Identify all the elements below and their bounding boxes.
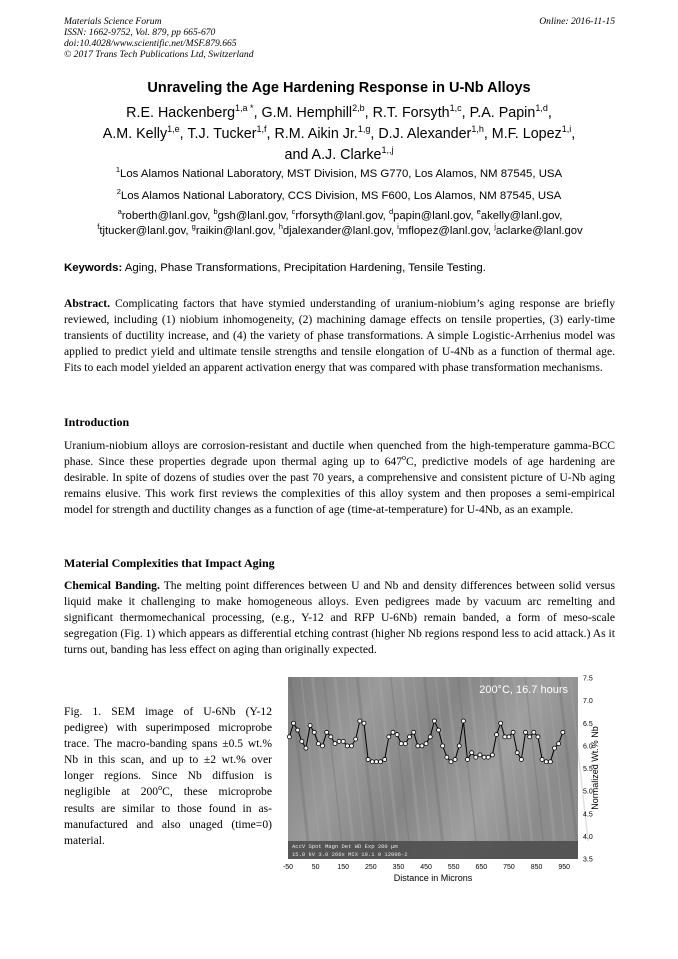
figure-1 — [280, 675, 600, 885]
trace-point — [524, 730, 528, 734]
author: R.T. Forsyth$^{1,c}$ — [372, 103, 462, 121]
trace-point — [358, 719, 362, 723]
trace-point — [499, 721, 503, 725]
trace-point — [354, 737, 358, 741]
trace-point — [287, 735, 291, 739]
trace-point — [366, 757, 370, 761]
trace-point — [561, 730, 565, 734]
sem-info-text: 15.0 kV 3.0 266x MIX 19.1 0 12006-2 — [292, 851, 408, 858]
trace-point — [511, 730, 515, 734]
y-axis-label: Normalized Wt.% Nb — [590, 726, 600, 810]
trace-point — [515, 751, 519, 755]
abstract: Abstract. Complicating factors that have stymied understanding of uranium-niobium’s aging response are briefly reviewed, including (1) niobium inhomogeneity, (2) machining damage effects on tensile properties, (3) early-time transients of ductility increase, and (4) the variety of phase transformations. A simple Logistic-Arrhenius model was applied to predict yield and ultimate tensile strengths and tensile elongation of U-4Nb as a function of thermal age. Fits to each model yielded an apparent activation energy that was compared with phase transformation mechanisms. — [64, 297, 616, 374]
trace-point — [391, 730, 395, 734]
y-tick-label: 5.0 — [583, 788, 593, 796]
author: D.J. Alexander$^{1,h}$ — [378, 124, 484, 142]
trace-point — [329, 735, 333, 739]
author: R.E. Hackenberg$^{1,a *}$ — [126, 103, 254, 121]
trace-point — [292, 721, 296, 725]
trace-point — [345, 744, 349, 748]
journal-issn: ISSN: 1662-9752, Vol. 879, pp 665-670 — [64, 27, 216, 38]
trace-point — [470, 751, 474, 755]
author-list: R.E. Hackenberg$^{1,a *}$, G.M. Hemphill$^{2,b}$, R.T. Forsyth$^{1,c}$, P.A. Papin$^{1,d}$, A.M. Kelly$^{1,e}$, T.J. Tucker$^{1,f}$, R.M. Aikin Jr.$^{1,g}$, D.J. Alexander$^{1,h}$, M.F. Lopez$^{1,i}$, and A.J. Clarke$^{1,,j}$ — [102, 103, 576, 163]
y-tick-label: 6.5 — [583, 720, 593, 728]
trace-point — [420, 744, 424, 748]
x-tick-label: 950 — [558, 864, 571, 871]
x-tick-label: 650 — [475, 864, 488, 871]
trace-point — [428, 735, 432, 739]
journal-doi: doi:10.4028/www.scientific.net/MSF.879.665 — [64, 38, 237, 49]
trace-point — [553, 746, 557, 750]
trace-point — [557, 742, 561, 746]
affiliation-2: $^2$Los Alamos National Laboratory, CCS Division, MS F600, Los Alamos, NM 87545, USA — [116, 187, 562, 202]
trace-point — [333, 742, 337, 746]
x-tick-label: 150 — [337, 864, 350, 871]
sem-info-text: AccV Spot Magn Det WD Exp 200 µm — [292, 843, 398, 850]
trace-point — [341, 739, 345, 743]
trace-point — [412, 730, 416, 734]
figure-caption: Fig. 1. SEM image of U-6Nb (Y-12 pedigree) with superimposed microprobe trace. The macro-banding spans ±0.5 wt.% Nb in this scan, and up to ±2 wt.% over longer regions. Since Nb diffusion is negligible at 200$^o$C, these microprobe results are similar to those found in as-manufactured and also unaged (time=0) material. — [64, 705, 272, 847]
trace-point — [478, 753, 482, 757]
y-tick-label: 7.5 — [583, 675, 593, 683]
email[interactable]: $^j$aclarke@lanl.gov — [494, 222, 583, 237]
x-tick-label: 250 — [365, 864, 377, 871]
email[interactable]: $^g$raikin@lanl.gov — [191, 222, 273, 237]
author: T.J. Tucker$^{1,f}$ — [187, 124, 267, 142]
trace-point — [536, 735, 540, 739]
trace-point — [507, 735, 511, 739]
x-axis-label: Distance in Microns — [393, 873, 473, 883]
section-heading: Introduction — [64, 415, 130, 429]
y-tick-label: 5.5 — [583, 766, 593, 773]
author: G.M. Hemphill$^{2,b}$ — [261, 103, 365, 121]
journal-name: Materials Science Forum — [64, 16, 162, 27]
trace-point — [486, 755, 490, 759]
email[interactable]: $^e$akelly@lanl.gov — [476, 207, 560, 222]
x-tick-label: 350 — [392, 864, 405, 871]
email[interactable]: $^h$djalexander@lanl.gov — [278, 222, 391, 237]
trace-point — [387, 735, 391, 739]
author: R.M. Aikin Jr.$^{1,g}$ — [274, 124, 371, 142]
trace-point — [374, 760, 378, 764]
trace-point — [445, 755, 449, 759]
email-list: $^a$roberth@lanl.gov, $^b$gsh@lanl.gov, $^c$rforsyth@lanl.gov, $^d$papin@lanl.gov, $^e$akelly@lanl.gov, $^f$tjtucker@lanl.gov, $^g$raikin@lanl.gov, $^h$djalexander@lanl.gov, $^i$mflopez@lanl.gov, $^j$aclarke@lanl.gov — [97, 207, 583, 237]
trace-point — [379, 760, 383, 764]
y-tick-label: 3.5 — [583, 856, 593, 864]
x-tick-label: 750 — [503, 864, 515, 871]
trace-point — [544, 760, 548, 764]
author: M.F. Lopez$^{1,i}$ — [491, 124, 572, 142]
section-heading: Material Complexities that Impact Aging — [64, 556, 275, 570]
trace-point — [370, 760, 374, 764]
trace-point — [441, 744, 445, 748]
trace-point — [466, 757, 470, 761]
x-tick-label: 50 — [311, 864, 320, 871]
paper-title: Unraveling the Age Hardening Response in U-Nb Alloys — [147, 80, 531, 96]
trace-point — [395, 733, 399, 737]
online-date: Online: 2016-11-15 — [539, 16, 615, 27]
y-tick-label: 6.0 — [583, 743, 593, 751]
trace-point — [325, 730, 329, 734]
trace-point — [503, 735, 507, 739]
trace-point — [453, 757, 457, 761]
email[interactable]: $^c$rforsyth@lanl.gov — [291, 207, 383, 222]
trace-point — [312, 730, 316, 734]
introduction-text: Uranium-niobium alloys are corrosion-resistant and ductile when quenched from the high-temperature gamma-BCC phase. Since these properties degrade upon thermal aging up to 647$^o$C, predictive models of age hardening are desirable. In spite of dozens of studies over the past 70 years, a comprehensive and consistent picture of U-Nb aging remains elusive. This work first reviews the complexities of this alloy system and then proposes a semi-empirical model for strength and ductility changes as a function of age (time-at-temperature) for U-4Nb, as an example. — [64, 439, 616, 516]
journal-info — [64, 16, 254, 60]
email[interactable]: $^b$gsh@lanl.gov — [213, 207, 286, 222]
x-tick-label: 850 — [530, 864, 543, 871]
trace-point — [350, 744, 354, 748]
y-tick-label: 7.0 — [583, 698, 593, 706]
trace-point — [461, 719, 465, 723]
trace-point — [449, 760, 453, 764]
trace-point — [408, 735, 412, 739]
trace-point — [403, 742, 407, 746]
trace-point — [548, 760, 552, 764]
trace-point — [482, 755, 486, 759]
trace-point — [321, 744, 325, 748]
x-tick-label: -50 — [282, 864, 294, 871]
trace-point — [528, 735, 532, 739]
email[interactable]: $^a$roberth@lanl.gov — [117, 207, 208, 222]
x-tick-label: 450 — [420, 864, 432, 871]
trace-point — [337, 739, 341, 743]
trace-point — [474, 755, 478, 759]
keywords: Keywords: Aging, Phase Transformations, Precipitation Hardening, Tensile Testing. — [64, 262, 486, 274]
figure-overlay-label: 200°C, 16.7 hours — [479, 684, 568, 696]
trace-point — [490, 753, 494, 757]
trace-point — [495, 733, 499, 737]
chemical-banding-text: Chemical Banding. The melting point differences between U and Nb and density differences between solid versus liquid make it challenging to make homogeneous alloys. Even pedigrees made by vacuum arc remelting and significant thermomechanical processing, (e.g., Y-12 and RFP U-6Nb) remain banded, a form of meso-scale segregation (Fig. 1) which appears as differential etching contrast (higher Nb regions respond less to acid attack.) As it turns out, banding has less effect on aging than originally expected. — [64, 579, 615, 656]
trace-point — [362, 721, 366, 725]
affiliation-1: $^1$Los Alamos National Laboratory, MST Division, MS G770, Los Alamos, NM 87545, USA — [115, 165, 563, 180]
trace-point — [308, 724, 312, 728]
trace-point — [437, 728, 441, 732]
author: A.M. Kelly$^{1,e}$ — [102, 124, 180, 142]
trace-point — [383, 757, 387, 761]
trace-point — [399, 742, 403, 746]
trace-point — [424, 742, 428, 746]
x-axis-ticks — [283, 864, 570, 871]
trace-point — [457, 744, 461, 748]
trace-point — [532, 730, 536, 734]
trace-point — [316, 742, 320, 746]
y-tick-label: 4.5 — [583, 811, 593, 819]
trace-point — [432, 719, 436, 723]
x-tick-label: 550 — [447, 864, 460, 871]
trace-point — [296, 728, 300, 732]
trace-point — [304, 746, 308, 750]
author: P.A. Papin$^{1,d}$ — [469, 103, 548, 121]
email[interactable]: $^f$tjtucker@lanl.gov — [97, 222, 186, 237]
email[interactable]: $^d$papin@lanl.gov — [388, 207, 471, 222]
y-tick-label: 4.0 — [583, 833, 593, 841]
journal-copyright: © 2017 Trans Tech Publications Ltd, Switzerland — [64, 49, 254, 60]
author: and A.J. Clarke$^{1,,j}$ — [284, 145, 394, 163]
email[interactable]: $^i$mflopez@lanl.gov — [397, 222, 488, 237]
trace-point — [300, 739, 304, 743]
trace-point — [540, 757, 544, 761]
trace-point — [416, 744, 420, 748]
trace-point — [519, 757, 523, 761]
sem-microprobe-chart — [280, 675, 600, 885]
